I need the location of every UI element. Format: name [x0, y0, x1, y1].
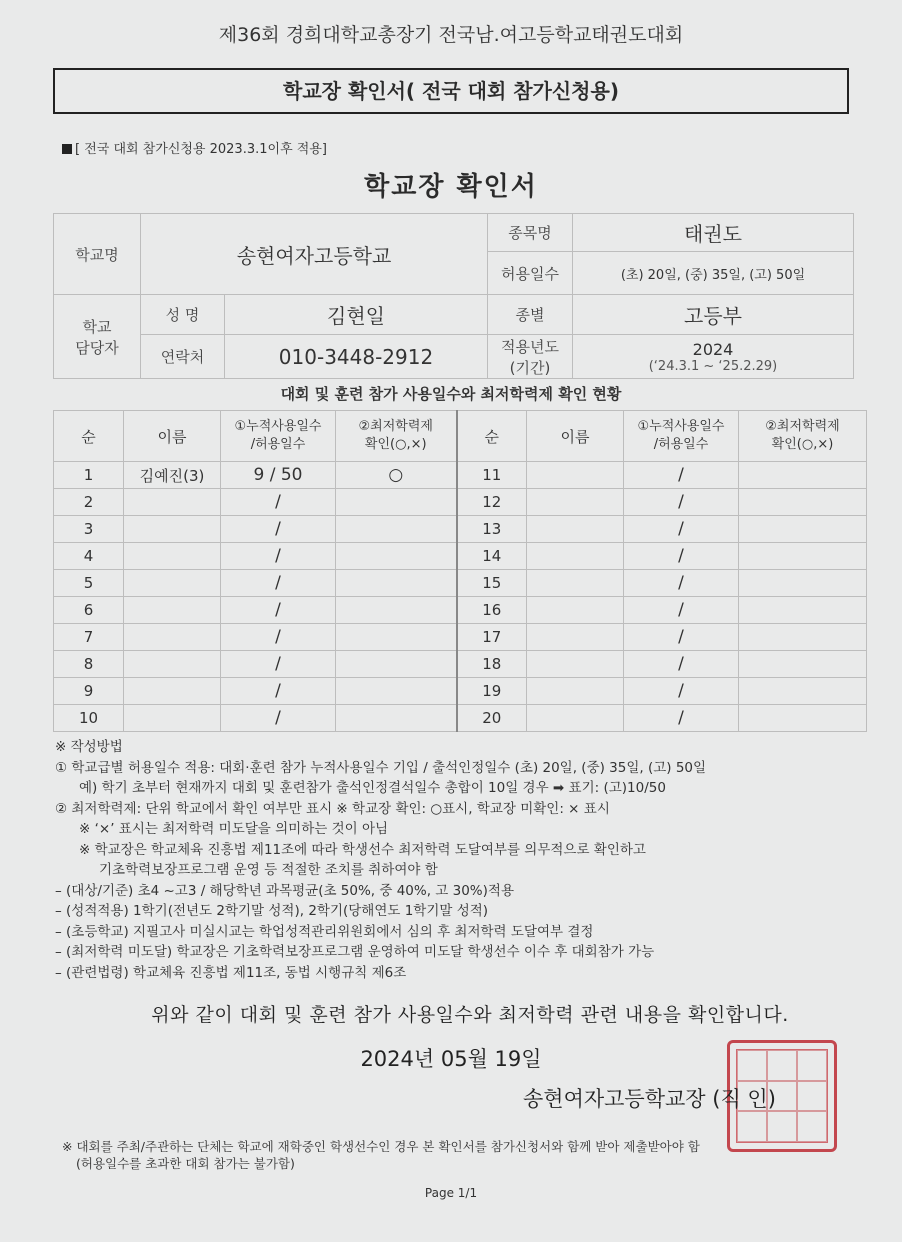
row-number: 7	[54, 624, 124, 651]
col-days-line2: /허용일수	[250, 437, 306, 452]
row-min-check	[336, 489, 457, 516]
row-number: 10	[54, 705, 124, 732]
table-row	[54, 543, 867, 570]
row-name	[124, 570, 221, 597]
year-label	[488, 335, 573, 379]
footnote-line: ※ 대회를 주최/주관하는 단체는 학교에 재학중인 학생선수인 경우 본 확인서를 참가신청서와 함께 받아 제출받아야 함	[62, 1139, 700, 1154]
info-table	[53, 213, 854, 379]
year-label-line1: 적용년도	[501, 337, 559, 356]
row-days: /	[624, 597, 739, 624]
row-name: 김예진(3)	[124, 462, 221, 489]
row-name	[527, 489, 624, 516]
row-days: /	[221, 651, 336, 678]
row-days: 9 / 50	[221, 462, 336, 489]
event-header: 제36회 경희대학교총장기 전국남.여고등학교태권도대회	[218, 24, 684, 46]
table-row	[54, 570, 867, 597]
row-number: 8	[54, 651, 124, 678]
row-number: 19	[457, 678, 527, 705]
col-min-line1: ②최저학력제	[765, 419, 840, 434]
row-name	[527, 624, 624, 651]
row-days: /	[624, 624, 739, 651]
method-line: – (대상/기준) 초4 ~고3 / 해당학년 과목평균(초 50%, 중 40%, 고 30%)적용	[55, 882, 514, 899]
row-min-check	[336, 651, 457, 678]
col-days-line1: ①누적사용일수	[637, 419, 725, 434]
row-number: 11	[457, 462, 527, 489]
col-min	[336, 411, 457, 462]
row-name	[527, 570, 624, 597]
row-min-check	[739, 543, 867, 570]
method-line: – (최저학력 미도달) 학교장은 기초학력보장프로그램 운영하여 미도달 학생선수 이수 후 대회참가 가능	[55, 944, 655, 960]
row-days: /	[221, 489, 336, 516]
col-name: 이름	[124, 411, 221, 462]
method-line: ※ ‘×’ 표시는 최저학력 미도달을 의미하는 것이 아님	[79, 821, 389, 837]
col-days	[221, 411, 336, 462]
table-row	[54, 462, 867, 489]
category-value: 고등부	[573, 295, 854, 335]
row-name	[527, 705, 624, 732]
table-row	[54, 678, 867, 705]
col-days-line1: ①누적사용일수	[234, 419, 322, 434]
row-days: /	[221, 597, 336, 624]
row-min-check	[336, 570, 457, 597]
method-line: 기초학력보장프로그램 운영 등 적절한 조치를 취하여야 함	[99, 862, 438, 878]
row-min-check	[739, 597, 867, 624]
row-min-check	[739, 678, 867, 705]
method-line: ① 학교급별 허용일수 적용: 대회·훈련 참가 누적사용일수 기입 / 출석인정일수 (초) 20일, (중) 35일, (고) 50일	[55, 759, 707, 776]
name-label: 성 명	[141, 295, 225, 335]
row-name	[124, 678, 221, 705]
row-number: 20	[457, 705, 527, 732]
row-number: 1	[54, 462, 124, 489]
contact-value: 010-3448-2912	[225, 335, 488, 379]
row-days: /	[624, 489, 739, 516]
row-number: 15	[457, 570, 527, 597]
row-name	[527, 597, 624, 624]
method-line: ② 최저학력제: 단위 학교에서 확인 여부만 표시 ※ 학교장 확인: ○표시, 학교장 미확인: × 표시	[55, 800, 610, 817]
col-min-line2: 확인(○,×)	[364, 437, 427, 452]
manager-label-line2: 담당자	[75, 338, 119, 357]
col-min	[739, 411, 867, 462]
signer: 송현여자고등학교장 (직 인)	[523, 1087, 776, 1111]
table-row	[54, 651, 867, 678]
row-min-check	[739, 624, 867, 651]
year-cell	[573, 335, 854, 379]
row-name	[527, 678, 624, 705]
row-name	[527, 462, 624, 489]
row-days: /	[221, 624, 336, 651]
period-value: (‘24.3.1 ~ ‘25.2.29)	[648, 358, 778, 374]
col-min-line2: 확인(○,×)	[771, 437, 834, 452]
usage-table	[53, 410, 867, 732]
row-name	[124, 597, 221, 624]
col-no: 순	[457, 411, 527, 462]
table-row	[54, 624, 867, 651]
name-value: 김현일	[225, 295, 488, 335]
event-value: 태권도	[573, 214, 854, 252]
issue-date: 2024년 05월 19일	[360, 1047, 542, 1071]
row-name	[124, 543, 221, 570]
document-title: 학교장 확인서	[364, 172, 538, 202]
col-min-line1: ②최저학력제	[358, 419, 433, 434]
row-number: 6	[54, 597, 124, 624]
method-line: – (초등학교) 지필고사 미실시교는 학업성적관리위원회에서 심의 후 최저학력 도달여부 결정	[55, 923, 594, 940]
row-name	[124, 651, 221, 678]
row-min-check	[336, 597, 457, 624]
method-line: 예) 학기 초부터 현재까지 대회 및 훈련참가 출석인정결석일수 총합이 10일 경우 ➡ 표기: (고)10/50	[79, 780, 666, 796]
row-days: /	[221, 570, 336, 597]
year-value: 2024	[692, 339, 734, 359]
row-number: 4	[54, 543, 124, 570]
row-days: /	[221, 678, 336, 705]
row-min-check: ○	[336, 462, 457, 489]
row-number: 2	[54, 489, 124, 516]
notice-text: [ 전국 대회 참가신청용 2023.3.1이후 적용]	[75, 142, 327, 157]
row-min-check	[739, 489, 867, 516]
row-days: /	[624, 651, 739, 678]
title-box: 학교장 확인서( 전국 대회 참가신청용)	[53, 68, 849, 114]
school-label: 학교명	[54, 214, 141, 295]
row-number: 16	[457, 597, 527, 624]
row-days: /	[624, 516, 739, 543]
row-days: /	[624, 462, 739, 489]
row-number: 18	[457, 651, 527, 678]
row-min-check	[739, 462, 867, 489]
confirmation-statement: 위와 같이 대회 및 훈련 참가 사용일수와 최저학력 관련 내용을 확인합니다.	[151, 1004, 789, 1026]
method-line: – (성적적용) 1학기(전년도 2학기말 성적), 2학기(당해연도 1학기말 성적)	[55, 903, 489, 919]
table-row	[54, 597, 867, 624]
row-days: /	[221, 543, 336, 570]
row-number: 17	[457, 624, 527, 651]
row-days: /	[624, 543, 739, 570]
row-min-check	[739, 705, 867, 732]
manager-label-line1: 학교	[82, 317, 112, 336]
row-days: /	[221, 516, 336, 543]
row-min-check	[336, 516, 457, 543]
row-name	[527, 651, 624, 678]
row-name	[527, 543, 624, 570]
method-line: ※ 학교장은 학교체육 진흥법 제11조에 따라 학생선수 최저학력 도달여부를 의무적으로 확인하고	[79, 841, 646, 858]
row-name	[124, 705, 221, 732]
square-bullet-icon	[62, 144, 72, 154]
page-number: Page 1/1	[424, 1186, 478, 1200]
row-min-check	[336, 678, 457, 705]
row-number: 5	[54, 570, 124, 597]
contact-label: 연락처	[141, 335, 225, 379]
row-days: /	[624, 705, 739, 732]
method-heading: ※ 작성방법	[55, 739, 123, 755]
instructions	[55, 737, 855, 983]
col-days	[624, 411, 739, 462]
allowed-days-value: (초) 20일, (중) 35일, (고) 50일	[573, 252, 854, 295]
row-min-check	[739, 570, 867, 597]
footnote-line: (허용일수를 초과한 대회 참가는 불가함)	[76, 1156, 295, 1171]
section-title: 대회 및 훈련 참가 사용일수와 최저학력제 확인 현황	[280, 385, 622, 403]
col-name: 이름	[527, 411, 624, 462]
footnote	[62, 1138, 700, 1172]
notice-line	[62, 138, 327, 157]
row-min-check	[739, 651, 867, 678]
row-min-check	[336, 543, 457, 570]
row-number: 9	[54, 678, 124, 705]
row-min-check	[336, 705, 457, 732]
row-name	[124, 624, 221, 651]
allowed-days-label: 허용일수	[488, 252, 573, 295]
row-days: /	[221, 705, 336, 732]
table-body	[54, 462, 867, 732]
event-label: 종목명	[488, 214, 573, 252]
category-label: 종별	[488, 295, 573, 335]
row-number: 13	[457, 516, 527, 543]
row-name	[124, 516, 221, 543]
row-number: 3	[54, 516, 124, 543]
manager-label	[54, 295, 141, 379]
school-name: 송현여자고등학교	[141, 214, 488, 295]
year-label-line2: (기간)	[509, 358, 551, 377]
row-days: /	[624, 678, 739, 705]
table-row	[54, 489, 867, 516]
row-number: 12	[457, 489, 527, 516]
table-row	[54, 705, 867, 732]
col-no: 순	[54, 411, 124, 462]
table-row	[54, 516, 867, 543]
row-min-check	[739, 516, 867, 543]
col-days-line2: /허용일수	[653, 437, 709, 452]
row-number: 14	[457, 543, 527, 570]
method-line: – (관련법령) 학교체육 진흥법 제11조, 동법 시행규칙 제6조	[55, 964, 407, 981]
row-name	[527, 516, 624, 543]
row-days: /	[624, 570, 739, 597]
row-name	[124, 489, 221, 516]
table-header-row	[54, 411, 867, 462]
row-min-check	[336, 624, 457, 651]
